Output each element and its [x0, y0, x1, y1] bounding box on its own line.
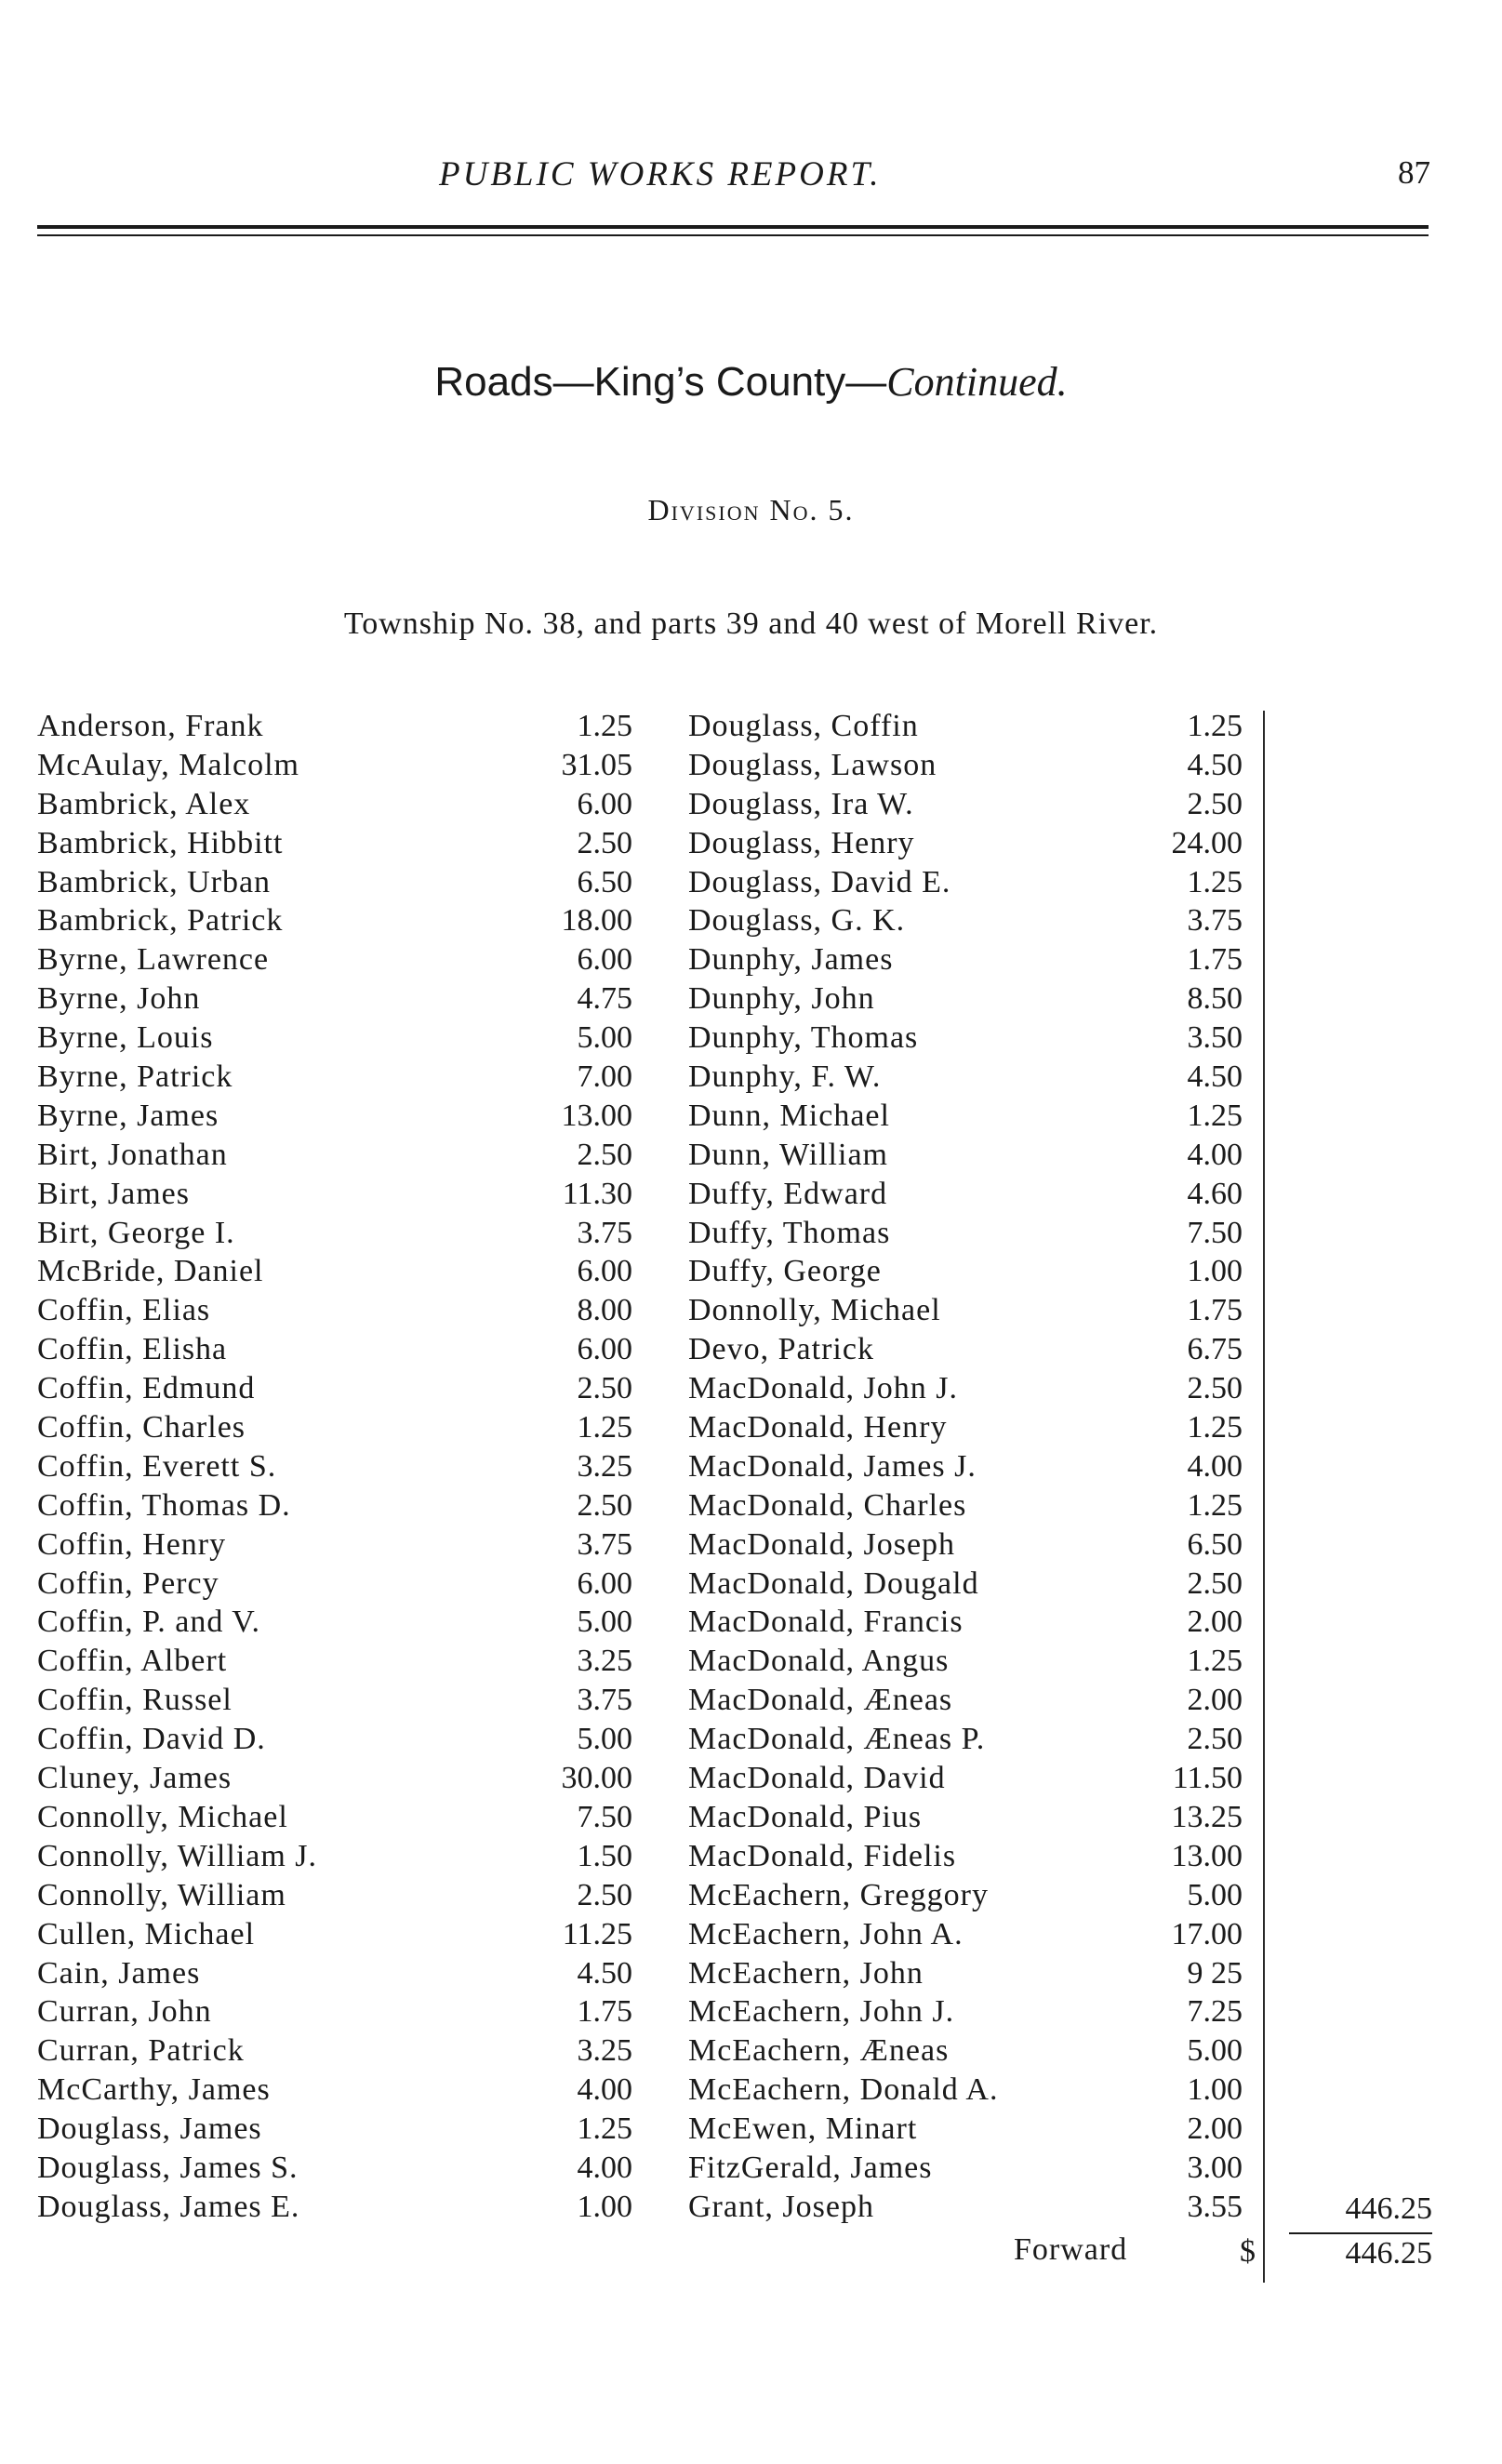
entry-name: Byrne, John [37, 981, 201, 1017]
entry-name: Coffin, David D. [37, 1722, 266, 1757]
entry-name: Coffin, Everett S. [37, 1448, 277, 1484]
entry-name: MacDonald, Æneas [688, 1683, 953, 1718]
entry-amount: 2.50 [577, 1371, 632, 1406]
entry-name: MacDonald, Pius [688, 1799, 923, 1834]
entry-amount: 1.25 [1187, 1098, 1243, 1133]
entry-amount: 5.00 [577, 1605, 632, 1640]
list-item [688, 1214, 1265, 1253]
list-item [37, 1525, 632, 1565]
entry-amount: 3.25 [577, 2033, 632, 2069]
entry-name: Devo, Patrick [688, 1332, 874, 1367]
list-item [688, 1136, 1265, 1175]
entry-name: Dunn, William [688, 1137, 888, 1172]
entry-amount: 4.50 [1187, 747, 1243, 782]
entry-amount: 7.50 [1187, 1215, 1243, 1250]
entry-amount: 5.00 [577, 1020, 632, 1056]
entry-amount: 2.50 [1187, 1722, 1243, 1757]
list-item [688, 2071, 1265, 2110]
list-item [688, 901, 1265, 940]
list-item [688, 1408, 1265, 1447]
entry-name: Dunphy, James [688, 942, 894, 978]
entry-amount: 2.00 [1187, 1605, 1243, 1640]
entry-name: Birt, Jonathan [37, 1137, 228, 1172]
entry-name: Bambrick, Urban [37, 864, 272, 899]
list-item [37, 1175, 632, 1214]
entry-amount: 4.50 [1187, 1059, 1243, 1095]
entry-name: Bambrick, Alex [37, 786, 251, 821]
entry-name: Coffin, Henry [37, 1526, 227, 1562]
list-item [688, 2031, 1265, 2071]
list-item [688, 707, 1265, 746]
entry-name: Connolly, William J. [37, 1838, 318, 1873]
entry-amount: 4.00 [577, 2150, 632, 2185]
entry-name: Coffin, Elisha [37, 1332, 228, 1367]
list-item [688, 746, 1265, 785]
entry-name: MacDonald, Angus [688, 1644, 950, 1679]
entry-amount: 6.75 [1187, 1332, 1243, 1367]
list-item [37, 785, 632, 824]
list-item [37, 1330, 632, 1369]
entry-name: Bambrick, Patrick [37, 903, 284, 939]
entry-amount: 4.00 [1187, 1448, 1243, 1484]
entry-amount: 1.75 [1187, 1293, 1243, 1328]
entry-amount: 1.00 [1187, 2072, 1243, 2108]
entry-amount: 1.25 [577, 709, 632, 743]
entry-amount: 11.30 [562, 1176, 632, 1211]
entry-amount: 5.00 [1187, 2033, 1243, 2069]
list-item [688, 1876, 1265, 1915]
entry-name: Curran, John [37, 1994, 212, 2030]
entry-name: Bambrick, Hibbitt [37, 825, 284, 860]
entry-amount: 6.00 [577, 786, 632, 821]
entry-amount: 1.25 [1187, 1410, 1243, 1445]
entry-name: MacDonald, James J. [688, 1448, 977, 1484]
amount-column-rule [1263, 711, 1265, 2283]
entry-amount: 1.75 [577, 1994, 632, 2030]
entry-name: Byrne, James [37, 1098, 219, 1133]
list-item [37, 863, 632, 902]
section-title-continued: Continued. [886, 359, 1068, 405]
list-item [688, 1097, 1265, 1136]
list-item [688, 1019, 1265, 1058]
list-item [688, 824, 1265, 863]
entry-amount: 1.75 [1187, 942, 1243, 978]
entry-name: Cullen, Michael [37, 1916, 256, 1951]
list-item [688, 863, 1265, 902]
list-item [688, 1175, 1265, 1214]
list-item [37, 1915, 632, 1954]
left-column [37, 707, 632, 2227]
list-item [688, 1915, 1265, 1954]
list-item [688, 2149, 1265, 2188]
list-item [688, 1369, 1265, 1408]
list-item [688, 1447, 1265, 1486]
running-title: PUBLIC WORKS REPORT. [439, 155, 882, 193]
entry-name: Douglass, G. K. [688, 903, 906, 939]
entry-amount: 2.50 [1187, 1371, 1243, 1406]
entry-name: McEachern, Æneas [688, 2033, 950, 2069]
entry-amount: 3.00 [1187, 2150, 1243, 2185]
entry-name: McCarthy, James [37, 2072, 271, 2108]
entry-amount: 11.25 [562, 1916, 632, 1951]
entry-amount: 1.25 [577, 2111, 632, 2147]
entry-amount: 2.50 [1187, 786, 1243, 821]
list-item [37, 1992, 632, 2031]
entry-amount: 7.25 [1187, 1994, 1243, 2030]
list-item [688, 1486, 1265, 1525]
entry-name: Cluney, James [37, 1761, 233, 1796]
section-title-text: Roads—King’s County— [434, 359, 887, 405]
list-item [37, 1058, 632, 1097]
currency-symbol: $ [1240, 2234, 1256, 2269]
entry-name: MacDonald, Fidelis [688, 1838, 957, 1873]
entry-name: Grant, Joseph [688, 2189, 874, 2224]
list-item [37, 1681, 632, 1720]
entry-amount: 2.50 [577, 1137, 632, 1172]
entry-name: Douglass, David E. [688, 864, 951, 899]
entry-name: MacDonald, Æneas P. [688, 1722, 986, 1757]
list-item [688, 785, 1265, 824]
entry-amount: 6.00 [577, 1332, 632, 1367]
entry-name: MacDonald, Dougald [688, 1565, 979, 1601]
entry-amount: 2.00 [1187, 2111, 1243, 2147]
entry-name: Birt, James [37, 1176, 190, 1211]
entry-amount: 17.00 [1171, 1916, 1243, 1951]
entry-amount: 6.50 [1187, 1526, 1243, 1562]
entry-amount: 7.50 [577, 1799, 632, 1834]
entry-name: McEachern, John A. [688, 1916, 964, 1951]
list-item [37, 1486, 632, 1525]
entry-name: Douglass, Coffin [688, 709, 919, 743]
list-item [37, 2149, 632, 2188]
township-heading: Township No. 38, and parts 39 and 40 west of Morell River. [343, 606, 1159, 641]
entry-amount: 18.00 [561, 903, 632, 939]
entry-amount: 6.50 [577, 864, 632, 899]
entry-name: MacDonald, John J. [688, 1371, 958, 1406]
entry-name: Coffin, P. and V. [37, 1605, 260, 1640]
list-item [37, 1759, 632, 1798]
list-item [37, 1565, 632, 1604]
entry-name: Connolly, William [37, 1877, 286, 1912]
list-item [688, 1565, 1265, 1604]
list-item [37, 1642, 632, 1681]
list-item [688, 1291, 1265, 1330]
entry-amount: 6.00 [577, 942, 632, 978]
entry-name: Dunn, Michael [688, 1098, 890, 1133]
list-item [37, 1214, 632, 1253]
entry-name: Byrne, Patrick [37, 1059, 233, 1095]
list-item [37, 707, 632, 746]
entry-name: MacDonald, Henry [688, 1410, 948, 1445]
entry-amount: 1.50 [577, 1838, 632, 1873]
entry-name: Douglass, Lawson [688, 747, 937, 782]
list-item [688, 1330, 1265, 1369]
entry-name: Coffin, Russel [37, 1683, 233, 1718]
list-item [688, 1058, 1265, 1097]
entry-name: Coffin, Albert [37, 1644, 228, 1679]
entry-name: Duffy, Thomas [688, 1215, 891, 1250]
entry-amount: 8.00 [577, 1293, 632, 1328]
entry-name: Douglass, James E. [37, 2189, 300, 2224]
list-item [37, 901, 632, 940]
entry-name: Donnolly, Michael [688, 1293, 941, 1328]
list-item [688, 1954, 1265, 1993]
list-item [37, 1954, 632, 1993]
list-item [37, 2031, 632, 2071]
entry-amount: 3.50 [1187, 1020, 1243, 1056]
entry-amount: 30.00 [561, 1761, 632, 1796]
list-item [688, 1603, 1265, 1642]
entry-name: Coffin, Edmund [37, 1371, 256, 1406]
list-item [37, 1603, 632, 1642]
entry-amount: 1.00 [577, 2189, 632, 2224]
entry-amount: 3.75 [577, 1683, 632, 1718]
list-item [37, 1720, 632, 1759]
entry-name: McEachern, John [688, 1955, 924, 1991]
entry-amount: 9 25 [1187, 1955, 1243, 1991]
entry-amount: 1.25 [1187, 1487, 1243, 1523]
entry-amount: 8.50 [1187, 981, 1243, 1017]
list-item [688, 979, 1265, 1019]
entry-name: Dunphy, John [688, 981, 875, 1017]
entry-amount: 3.75 [577, 1215, 632, 1250]
entry-amount: 4.75 [577, 981, 632, 1017]
entry-name: Cain, James [37, 1955, 201, 1991]
section-title [0, 358, 1502, 406]
entry-amount: 7.00 [577, 1059, 632, 1095]
entry-name: Douglass, James [37, 2111, 262, 2147]
entry-amount: 4.00 [1187, 1137, 1243, 1172]
list-item [688, 1992, 1265, 2031]
entry-name: Dunphy, Thomas [688, 1020, 919, 1056]
entry-amount: 3.75 [577, 1526, 632, 1562]
entry-amount: 4.60 [1187, 1176, 1243, 1211]
entry-name: McAulay, Malcolm [37, 747, 299, 782]
entry-amount: 2.50 [577, 825, 632, 860]
entry-amount: 4.50 [577, 1955, 632, 1991]
entry-name: MacDonald, Charles [688, 1487, 967, 1523]
entry-name: FitzGerald, James [688, 2150, 933, 2185]
entry-amount: 1.25 [1187, 709, 1243, 743]
list-item [37, 1291, 632, 1330]
entry-name: Coffin, Percy [37, 1565, 219, 1601]
list-item [37, 2110, 632, 2149]
division-heading: Division No. 5. [647, 493, 855, 526]
list-item [37, 1136, 632, 1175]
entry-name: Dunphy, F. W. [688, 1059, 882, 1095]
list-item [37, 1798, 632, 1837]
entry-name: McEachern, Greggory [688, 1877, 989, 1912]
forward-label: Forward [1014, 2232, 1128, 2267]
entry-amount: 2.50 [577, 1487, 632, 1523]
page-total: 446.25 [1345, 2191, 1432, 2226]
entry-amount: 3.25 [577, 1448, 632, 1484]
entry-amount: 3.75 [1187, 903, 1243, 939]
entry-name: MacDonald, Joseph [688, 1526, 956, 1562]
list-item [688, 1837, 1265, 1876]
entry-name: MacDonald, David [688, 1761, 946, 1796]
list-item [688, 1525, 1265, 1565]
entry-name: Duffy, Edward [688, 1176, 888, 1211]
entry-name: Douglass, James S. [37, 2150, 299, 2185]
entry-amount: 1.25 [1187, 1644, 1243, 1679]
list-item [37, 1408, 632, 1447]
entry-amount: 13.00 [561, 1098, 632, 1133]
list-item [37, 1837, 632, 1876]
entry-name: McBride, Daniel [37, 1254, 264, 1289]
list-item [37, 1019, 632, 1058]
total-rule [1289, 2232, 1432, 2234]
entry-amount: 2.50 [577, 1877, 632, 1912]
list-item [37, 979, 632, 1019]
entry-name: Coffin, Charles [37, 1410, 246, 1445]
header-rule-thin [37, 234, 1429, 236]
list-item [688, 2188, 1265, 2227]
entry-name: Birt, George I. [37, 1215, 235, 1250]
list-item [37, 1447, 632, 1486]
entry-amount: 3.25 [577, 1644, 632, 1679]
entry-amount: 13.00 [1171, 1838, 1243, 1873]
list-item [37, 1252, 632, 1291]
list-item [37, 1097, 632, 1136]
list-item [688, 1720, 1265, 1759]
entry-name: Douglass, Ira W. [688, 786, 914, 821]
entry-amount: 11.50 [1172, 1761, 1243, 1796]
header-rule-thick [37, 225, 1429, 229]
list-item [688, 1642, 1265, 1681]
entry-name: Coffin, Elias [37, 1293, 211, 1328]
entry-name: McEachern, John J. [688, 1994, 955, 2030]
list-item [37, 746, 632, 785]
entry-amount: 5.00 [577, 1722, 632, 1757]
entry-name: Anderson, Frank [37, 709, 264, 743]
page-number: 87 [1398, 154, 1430, 191]
running-head [0, 154, 1502, 201]
list-item [688, 1681, 1265, 1720]
entry-name: McEwen, Minart [688, 2111, 918, 2147]
entry-amount: 5.00 [1187, 1877, 1243, 1912]
list-item [37, 1876, 632, 1915]
entry-amount: 6.00 [577, 1565, 632, 1601]
list-item [37, 2071, 632, 2110]
entry-name: Coffin, Thomas D. [37, 1487, 291, 1523]
entry-amount: 3.55 [1187, 2189, 1243, 2224]
forward-total: 446.25 [1345, 2236, 1432, 2271]
list-item [37, 940, 632, 979]
entry-amount: 6.00 [577, 1254, 632, 1289]
list-item [37, 824, 632, 863]
entry-name: Connolly, Michael [37, 1799, 288, 1834]
entry-amount: 13.25 [1171, 1799, 1243, 1834]
entry-amount: 1.25 [1187, 864, 1243, 899]
list-item [37, 1369, 632, 1408]
entry-name: Douglass, Henry [688, 825, 915, 860]
entry-name: McEachern, Donald A. [688, 2072, 999, 2108]
entry-amount: 24.00 [1171, 825, 1243, 860]
list-item [688, 940, 1265, 979]
entry-name: Curran, Patrick [37, 2033, 245, 2069]
entry-name: Duffy, George [688, 1254, 882, 1289]
entry-amount: 4.00 [577, 2072, 632, 2108]
list-item [688, 2110, 1265, 2149]
list-item [688, 1759, 1265, 1798]
entry-amount: 2.50 [1187, 1565, 1243, 1601]
entry-name: Byrne, Lawrence [37, 942, 270, 978]
entry-amount: 1.25 [577, 1410, 632, 1445]
right-column [688, 707, 1265, 2227]
entry-amount: 31.05 [561, 747, 632, 782]
entry-name: MacDonald, Francis [688, 1605, 964, 1640]
entry-amount: 2.00 [1187, 1683, 1243, 1718]
list-item [37, 2188, 632, 2227]
list-item [688, 1798, 1265, 1837]
list-item [688, 1252, 1265, 1291]
entry-name: Byrne, Louis [37, 1020, 214, 1056]
entry-amount: 1.00 [1187, 1254, 1243, 1289]
